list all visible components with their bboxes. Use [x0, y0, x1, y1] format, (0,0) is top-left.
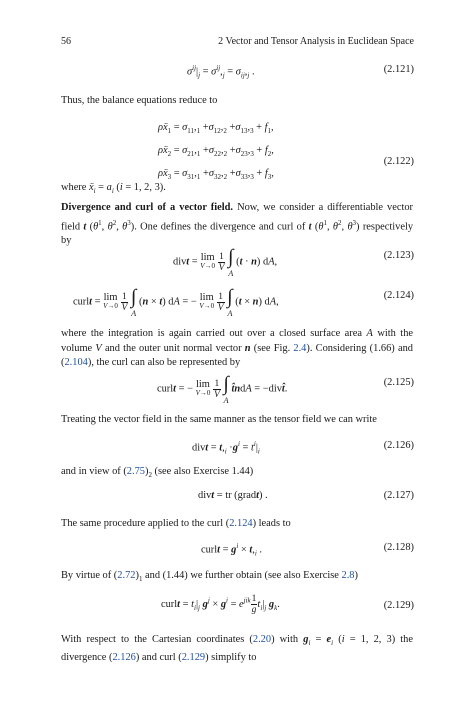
paragraph: Treating the vector field in the same manner as the tensor field we can write: [61, 414, 377, 425]
equation-number: (2.127): [383, 490, 414, 501]
equation-number: (2.123): [383, 250, 414, 261]
equation-number: (2.124): [383, 290, 414, 301]
equation-2-122: ρẍ$_1$ = $\sigma_{11},_1 +\sigma_{12},_2 +\sigma_{13},_3 + f_1$, ρẍ$_2$ = $\sigma_{21},_1 +\sigma_{22},_2 +\sigma_{23},_3 + f_2$, ρẍ$_3$ = $\sigma_{31},_1 +\sigma_{32},_2 +\sigma_{33},_3 + f_3$, (2.122): [158, 122, 414, 182]
paragraph: where ẍ$_i$ = $a_i$ (i = 1, 2, 3).: [61, 182, 166, 196]
equation-number: (2.121): [383, 64, 414, 75]
equation-number: (2.128): [383, 542, 414, 553]
page-number: 56: [61, 36, 71, 47]
paragraph: and in view of $(2.75)_2$ (see also Exercise 1.44): [61, 466, 254, 480]
equation-2-125: curlt = − lim V→0 $\frac{1}{V}$ ∫ A t̂ndA = −divt̂. (2.125): [157, 373, 414, 405]
equation-number: (2.129): [383, 600, 414, 611]
running-title: 2 Vector and Tensor Analysis in Euclidean Space: [218, 36, 414, 47]
equation-2-127: divt = tr (gradt) . (2.127): [198, 490, 414, 501]
paragraph: With respect to the Cartesian coordinates (2.20) with $g_i = e_i$ (i = 1, 2, 3) the divergence (2.126) and curl (2.129) simplify to: [61, 634, 413, 663]
equation-number: (2.122): [383, 156, 414, 167]
equation-2-129: curlt = $t_i|_j$ $g^j \times g^i = e^{jik}$ $\frac{1}{g}$ $t_i|_j$ $g_k$. (2.129): [161, 594, 414, 615]
equation-2-128: curlt = $g^i \times t,_i$ . (2.128): [201, 542, 414, 558]
paragraph-divergence-curl: Divergence and curl of a vector field. Now, we consider a differentiable vector field t ($\theta^1$, $\theta^2$, $\theta^3$). One defines the divergence and curl of t ($\theta^1$, $\theta^2$, $\theta^3$) respectively by: [61, 202, 414, 247]
section-heading: Divergence and curl of a vector field.: [61, 202, 234, 213]
equation-2-124: curlt = lim V→0 $\frac{1}{V}$ ∫ A (n × t) dA = − lim V→0 $\frac{1}{V}$ ∫ A (t × n) dA, (2.124): [73, 286, 414, 318]
equation-2-123: divt = lim V→0 $\frac{1}{V}$ ∫ A (t · n) dA, (2.123): [173, 246, 414, 278]
equation-2-126: divt = $t,_i \cdot g^i = t^i|_i$ (2.126): [192, 440, 414, 456]
equation-2-121: $\sigma^{ij}|_j = \sigma^{ij},_j = \sigma_{ij},_j$ . (2.121): [187, 64, 414, 80]
paragraph: By virtue of $(2.72)_1$ and (1.44) we further obtain (see also Exercise 2.8): [61, 570, 358, 584]
paragraph: Thus, the balance equations reduce to: [61, 95, 218, 106]
paragraph: The same procedure applied to the curl (2.124) leads to: [61, 518, 291, 529]
equation-number: (2.126): [383, 440, 414, 451]
equation-number: (2.125): [383, 377, 414, 388]
paragraph: where the integration is again carried out over a closed surface area A with the volume V and the outer unit normal vector n (see Fig. 2.4). Considering (1.66) and (2.104), the curl can also be represented by: [61, 328, 413, 368]
